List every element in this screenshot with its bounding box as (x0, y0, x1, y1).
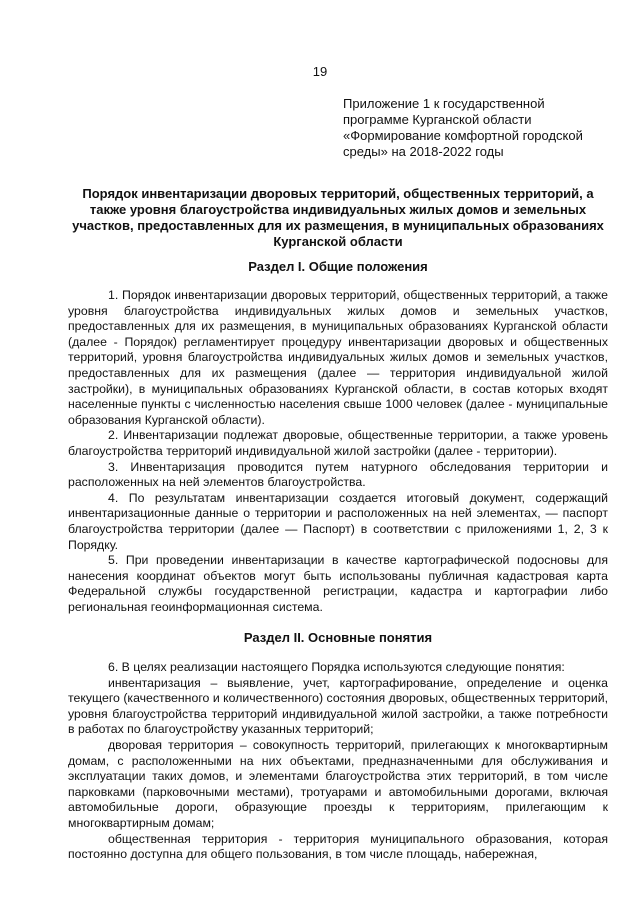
appendix-line: «Формирование комфортной городской (343, 128, 583, 143)
paragraph: инвентаризация – выявление, учет, картографирование, определение и оценка текущего (качественного и количественного) состояния дворовых, общественных территорий, уровня благоустройства территорий индивидуальной жилой застройки, а также потребности в работах по благоустройству указанных территорий; (68, 675, 608, 737)
appendix-line: среды» на 2018-2022 годы (343, 144, 504, 159)
paragraph: 3. Инвентаризация проводится путем натурного обследования территории и расположенных на ней элементов благоустройства. (68, 459, 608, 490)
appendix-line: программе Курганской области (343, 112, 532, 127)
page-number: 19 (312, 64, 328, 79)
title-line: участков, предоставленных для их размещения, в муниципальных образованиях (72, 218, 604, 233)
title-line: также уровня благоустройства индивидуальных жилых домов и земельных (89, 202, 587, 217)
title-line: Курганской области (273, 234, 403, 249)
document-title (68, 186, 608, 250)
title-line: Порядок инвентаризации дворовых территорий, общественных территорий, а (82, 186, 594, 201)
paragraph: 2. Инвентаризации подлежат дворовые, общественные территории, а также уровень благоустройства территорий индивидуальной жилой застройки (далее - территории). (68, 428, 608, 458)
appendix-line: Приложение 1 к государственной (343, 96, 545, 111)
paragraph: 6. В целях реализации настоящего Порядка используются следующие понятия: (108, 660, 565, 674)
paragraph: 4. По результатам инвентаризации создается итоговый документ, содержащий инвентаризационные данные о территории и расположенных на ней элементах, — паспорт благоустройства территории (далее — Паспорт) в соответствии с приложениями 1, 2, 3 к Порядку. (68, 490, 608, 552)
paragraph: 1. Порядок инвентаризации дворовых территорий, общественных территорий, а также уровня благоустройства индивидуальных жилых домов и земельных участков, предоставленных для их размещения, в муниципальных образованиях Курганской области (далее - Порядок) регламентирует процедуру инвентаризации дворовых и общественных территорий, уровня благоустройства индивидуальных жилых домов и земельных участков, предоставленных для их размещения (далее — территория индивидуальной жилой застройки), в муниципальных образованиях Курганской области, в состав которых входят населенные пункты с численностью населения свыше 1000 человек (далее - муниципальные образования Курганской области). (68, 288, 608, 427)
paragraph: 5. При проведении инвентаризации в качестве картографической подосновы для нанесения координат объектов могут быть использованы публичная кадастровая карта Федеральной службы государственной регистрации, кадастра и картографии либо региональная геоинформационная система. (68, 553, 608, 614)
section-body (68, 288, 608, 615)
section-heading: Раздел I. Общие положения (248, 259, 428, 274)
paragraph: дворовая территория – совокупность территорий, прилегающих к многоквартирным домам, с расположенными на них объектами, предназначенными для обслуживания и эксплуатации таких домов, и элементами благоустройства этих территорий, в том числе парковками (парковочными местами), тротуарами и автомобильными дорогами, включая автомобильные дороги, образующие проезды к территориям, прилегающим к многоквартирным домам; (68, 737, 608, 830)
paragraph: общественная территория - территория муниципального образования, которая постоянно доступна для общего пользования, в том числе площадь, набережная, (68, 831, 608, 862)
section-heading: Раздел II. Основные понятия (243, 630, 433, 645)
appendix-note (343, 96, 603, 160)
section-body (68, 660, 608, 863)
